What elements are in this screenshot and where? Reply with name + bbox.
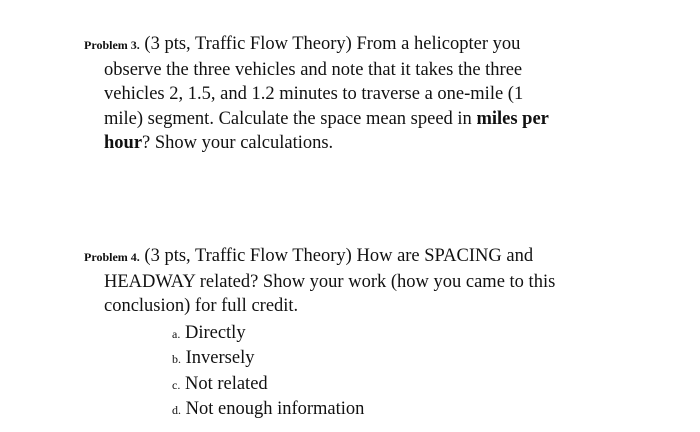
answer-options (84, 321, 624, 423)
problem-3-line-1 (84, 32, 624, 58)
problem-3-text-1: (3 pts, Traffic Flow Theory) From a helicopter you (144, 34, 521, 54)
option-d (172, 397, 624, 423)
problem-3-emphasis-1: miles per (476, 108, 549, 129)
option-c-letter: c. (172, 377, 181, 392)
option-d-letter: d. (172, 403, 181, 417)
problem-3-label: Problem 3. (84, 38, 140, 52)
problem-4-text-1: (3 pts, Traffic Flow Theory) How are SPACING and (144, 246, 534, 266)
option-a-text: Directly (184, 322, 246, 343)
problem-3-text-5: ? Show your calculations. (142, 133, 334, 153)
option-b-letter: b. (172, 352, 181, 366)
problem-3-text-4: mile) segment. Calculate the space mean speed in (104, 108, 477, 129)
problem-3-emphasis-2: hour (104, 133, 143, 153)
problem-3 (84, 32, 624, 156)
problem-3-line-5 (84, 131, 624, 156)
option-c (172, 372, 624, 398)
option-d-text: Not enough information (185, 399, 365, 419)
problem-4-label: Problem 4. (84, 250, 140, 264)
problem-3-line-3: vehicles 2, 1.5, and 1.2 minutes to traverse a one-mile (1 (104, 84, 524, 104)
problem-3-line-2: observe the three vehicles and note that it takes the three (104, 59, 523, 80)
problem-4 (84, 244, 624, 423)
problem-4-line-2: HEADWAY related? Show your work (how you came to this (104, 271, 556, 292)
problem-3-line-4 (84, 107, 624, 132)
problem-4-line-3: conclusion) for full credit. (104, 296, 299, 316)
problem-4-line-1 (84, 244, 624, 270)
option-a-letter: a. (172, 326, 181, 341)
option-b (172, 346, 624, 372)
option-c-text: Not related (184, 373, 268, 394)
option-b-text: Inversely (185, 348, 255, 368)
option-a (172, 321, 624, 347)
